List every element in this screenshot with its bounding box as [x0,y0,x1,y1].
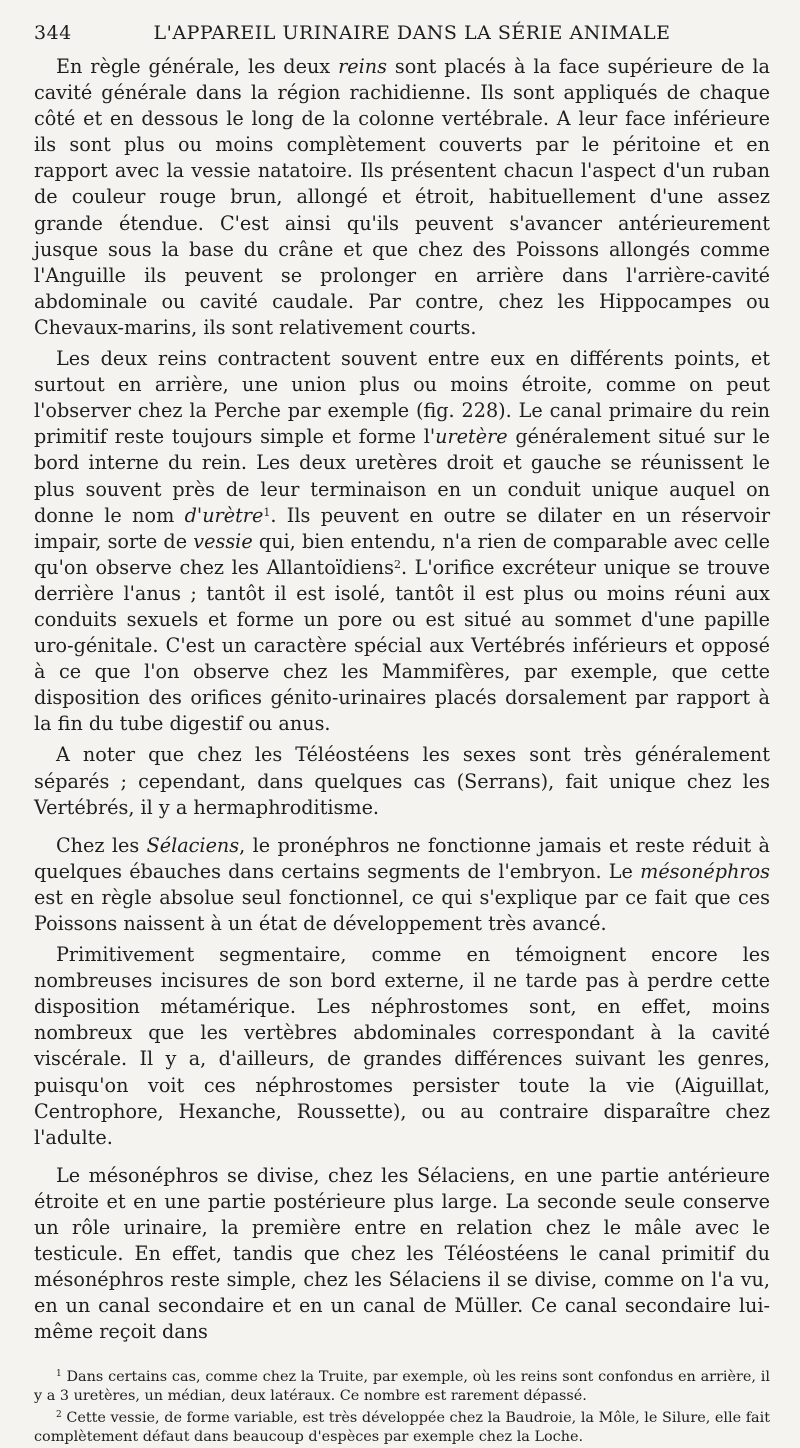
text-run: est en règle absolue seul fonctionnel, ce qui s'explique par ce fait que ces Poissons naissent à un état de développement très avancé. [34,885,770,935]
footnote-marker: 2 [393,557,401,571]
body-text [34,54,770,1346]
italic-term: d'urètre [184,503,264,527]
page-number: 344 [34,22,72,44]
text-run: Les deux reins contractent souvent entre eux en différents points, et surtout en arrière, une union plus ou moins étroite, comme on peut l'observer chez la Perche par exemple (fig. 228). Le canal primaire du rein primitif reste toujours simple et forme l' [34,347,770,449]
paragraph-segmentaire [34,942,770,1151]
text-run: Chez les [56,833,147,857]
footnote-marker: 2 [56,1409,62,1420]
text-run: En règle générale, les deux [56,55,339,78]
paragraph-selaciens [34,833,770,937]
italic-term: reins [338,55,387,78]
text-run: qui, bien entendu, n'a rien de comparable avec celle qu'on observe chez les Allantoïdiens [34,529,770,579]
text-run: généralement situé sur le bord interne du rein. Les deux uretères droit et gauche se réunissent le plus souvent près de leur terminaison en un conduit unique auquel on donne le nom [34,425,770,527]
text-run: Cette vessie, de forme variable, est très développée chez la Baudroie, la Môle, le Silure, elle fait complètement défaut dans beaucoup d'espèces par exemple chez la Loche. [34,1409,770,1445]
text-run: . L'orifice excréteur unique se trouve derrière l'anus ; tantôt il est isolé, tantôt il est plus ou moins réuni aux conduits sexuels et forme un pore ou est situé au sommet d'une papille uro-génitale. C'est un caractère spécial aux Vertébrés inférieurs et opposé à ce que l'on observe chez les Mammifères, par exemple, que cette disposition des orifices génito-urinaires placés dorsalement par rapport à la fin du tube digestif ou anus. [34,555,771,736]
paragraph-union-reins [34,346,770,737]
text-run: A noter que chez les Téléostéens les sexes sont très généralement séparés ; cependant, dans quelques cas (Serrans), fait unique chez les Vertébrés, il y a hermaphroditisme. [34,743,770,819]
italic-term: Sélaciens [146,833,240,857]
text-run: , le pronéphros ne fonctionne jamais et reste réduit à quelques ébauches dans certains segments de l'embryon. Le [34,833,770,883]
text-run: . Ils peuvent en outre se dilater en un réservoir impair, sorte de [34,503,770,553]
running-head [34,22,770,44]
italic-term: uretère [435,425,508,449]
paragraph-teleosteens-sexes [34,742,770,820]
footnote-marker: 1 [56,1368,62,1379]
italic-term: vessie [193,529,253,553]
footnotes [34,1368,770,1448]
paragraph-mesonephros-division [34,1163,770,1346]
italic-term: mésonéphros [640,859,770,883]
text-run: Primitivement segmentaire, comme en témoignent encore les nombreuses incisures de son bord externe, il ne tarde pas à perdre cette disposition métamérique. Les néphrostomes sont, en effet, moins nombreux que les vertèbres abdominales correspondant à la cavité viscérale. Il y a, d'ailleurs, de grandes différences suivant les genres, puisqu'on voit ces néphrostomes persister toute la vie (Aiguillat, Centrophore, Hexanche, Roussette), ou au contraire disparaître chez l'adulte. [34,943,770,1149]
footnote-marker: 1 [263,505,271,519]
footnote-1 [34,1368,770,1407]
text-run: Dans certains cas, comme chez la Truite, par exemple, où les reins sont confondus en arrière, il y a 3 uretères, un médian, deux latéraux. Ce nombre est rarement dépassé. [34,1368,770,1404]
running-title: L'APPAREIL URINAIRE DANS LA SÉRIE ANIMALE [153,22,671,44]
text-run: sont placés à la face supérieure de la cavité générale dans la région rachidienne. Ils sont appliqués de chaque côté et en dessous le long de la colonne vertébrale. A leur face inférieure ils sont plus ou moins complètement couverts par le péritoine et en rapport avec la vessie natatoire. Ils présentent chacun l'aspect d'un ruban de couleur rouge brun, allongé et étroit, habituellement d'une assez grande étendue. C'est ainsi qu'ils peuvent s'avancer antérieurement jusque sous la base du crâne et que chez des Poissons allongés comme l'Anguille ils peuvent se prolonger en arrière dans l'arrière-cavité abdominale ou cavité caudale. Par contre, chez les Hippocampes ou Chevaux-marins, ils sont relativement courts. [34,55,770,339]
footnote-2 [34,1409,770,1448]
text-run: Le mésonéphros se divise, chez les Sélaciens, en une partie antérieure étroite et en une partie postérieure plus large. La seconde seule conserve un rôle urinaire, la première entre en relation chez le mâle avec le testicule. En effet, tandis que chez les Téléostéens le canal primitif du mésonéphros reste simple, chez les Sélaciens il se divise, comme on l'a vu, en un canal secondaire et en un canal de Müller. Ce canal secondaire lui-même reçoit dans [34,1163,770,1344]
paragraph-reins-position [34,54,770,341]
